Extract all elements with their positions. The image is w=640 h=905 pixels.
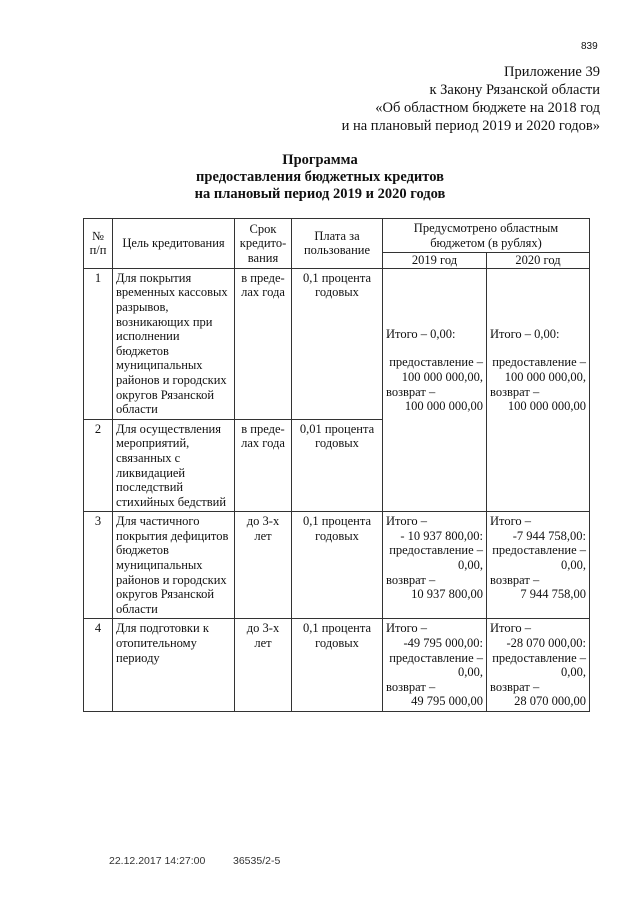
page-number: 839	[581, 41, 598, 52]
provision-value: 0,00,	[561, 665, 586, 680]
return-value: 10 937 800,00	[411, 587, 483, 602]
return-value: 49 795 000,00	[411, 694, 483, 709]
title-line-1: Программа	[282, 152, 358, 168]
row-2020-amounts	[487, 512, 590, 619]
total-value: -49 795 000,00:	[403, 636, 483, 651]
row-fee: 0,1 процента годовых	[292, 512, 383, 619]
provision-value: 0,00,	[458, 665, 483, 680]
return-value: 7 944 758,00	[520, 587, 586, 602]
total: Итого – 0,00:	[490, 326, 560, 341]
row-2019-amounts	[383, 512, 487, 619]
row-fee: 0,01 процента годовых	[292, 419, 383, 512]
row-2019-amounts	[383, 268, 487, 512]
return-value: 100 000 000,00	[507, 399, 586, 414]
row-goal: Для осуществления мероприятий, связанных с ликвидацией последствий стихийных бедствий	[113, 419, 235, 512]
row-goal: Для покрытия временных кассовых разрывов, возникающих при исполнении бюджетов муниципальных районов и городских округов Рязанской области	[113, 268, 235, 419]
annex-line-3: «Об областном бюджете на 2018 год	[375, 100, 600, 116]
row-term: в преде-лах года	[235, 419, 292, 512]
header-2019: 2019 год	[383, 253, 487, 269]
provision-value: 100 000 000,00,	[504, 369, 586, 384]
row-2020-amounts	[487, 619, 590, 712]
table-row	[84, 268, 590, 419]
provision-label: предоставление –	[389, 543, 483, 558]
table-row	[84, 512, 590, 619]
row-term: в преде-лах года	[235, 268, 292, 419]
credit-program-table	[83, 218, 590, 712]
row-num: 3	[84, 512, 113, 619]
row-2019-amounts	[383, 619, 487, 712]
row-2020-amounts	[487, 268, 590, 512]
row-fee: 0,1 процента годовых	[292, 268, 383, 419]
footer-doc-code: 36535/2-5	[233, 855, 281, 867]
table-header-row	[84, 219, 590, 253]
row-num: 1	[84, 268, 113, 419]
footer-datetime: 22.12.2017 14:27:00	[109, 855, 206, 867]
provision-label: предоставление –	[389, 650, 483, 665]
table-row	[84, 619, 590, 712]
header-2020: 2020 год	[487, 253, 590, 269]
title-line-3: на плановый период 2019 и 2020 годов	[194, 186, 446, 202]
total-label: Итого –	[490, 621, 532, 636]
provision-label: предоставление –	[492, 650, 586, 665]
total-label: Итого –	[386, 621, 428, 636]
row-num: 2	[84, 419, 113, 512]
total: Итого – 0,00:	[386, 326, 456, 341]
annex-line-2: к Закону Рязанской области	[429, 82, 600, 98]
row-term: до 3-х лет	[235, 512, 292, 619]
header-goal: Цель кредитования	[113, 219, 235, 269]
return-label: возврат –	[490, 572, 540, 587]
document-title	[0, 152, 640, 203]
total-label: Итого –	[386, 514, 428, 529]
total-value: -28 070 000,00:	[506, 636, 586, 651]
provision-value: 0,00,	[561, 558, 586, 573]
provision-label: предоставление –	[492, 355, 586, 370]
row-fee: 0,1 процента годовых	[292, 619, 383, 712]
provision-value: 0,00,	[458, 558, 483, 573]
annex-line-4: и на плановый период 2019 и 2020 годов»	[341, 118, 600, 134]
header-budget: Предусмотрено областным бюджетом (в рублях)	[383, 219, 590, 253]
return-value: 100 000 000,00	[404, 399, 483, 414]
return-label: возврат –	[386, 679, 436, 694]
provision-value: 100 000 000,00,	[401, 369, 483, 384]
row-goal: Для подготовки к отопительному периоду	[113, 619, 235, 712]
return-label: возврат –	[386, 384, 436, 399]
title-line-2: предоставления бюджетных кредитов	[196, 169, 444, 185]
total-label: Итого –	[490, 514, 532, 529]
return-label: возврат –	[386, 572, 436, 587]
header-fee: Плата за пользование	[292, 219, 383, 269]
return-label: возврат –	[490, 384, 540, 399]
header-term: Срок кредито-вания	[235, 219, 292, 269]
annex-line-1: Приложение 39	[504, 64, 600, 80]
header-num: № п/п	[84, 219, 113, 269]
annex-header	[342, 63, 600, 135]
provision-label: предоставление –	[389, 355, 483, 370]
row-goal: Для частичного покрытия дефицитов бюджетов муниципальных районов и городских округов Рязанской области	[113, 512, 235, 619]
provision-label: предоставление –	[492, 543, 586, 558]
total-value: -7 944 758,00:	[512, 528, 586, 543]
row-num: 4	[84, 619, 113, 712]
return-label: возврат –	[490, 679, 540, 694]
row-term: до 3-х лет	[235, 619, 292, 712]
return-value: 28 070 000,00	[514, 694, 586, 709]
total-value: - 10 937 800,00:	[400, 528, 483, 543]
